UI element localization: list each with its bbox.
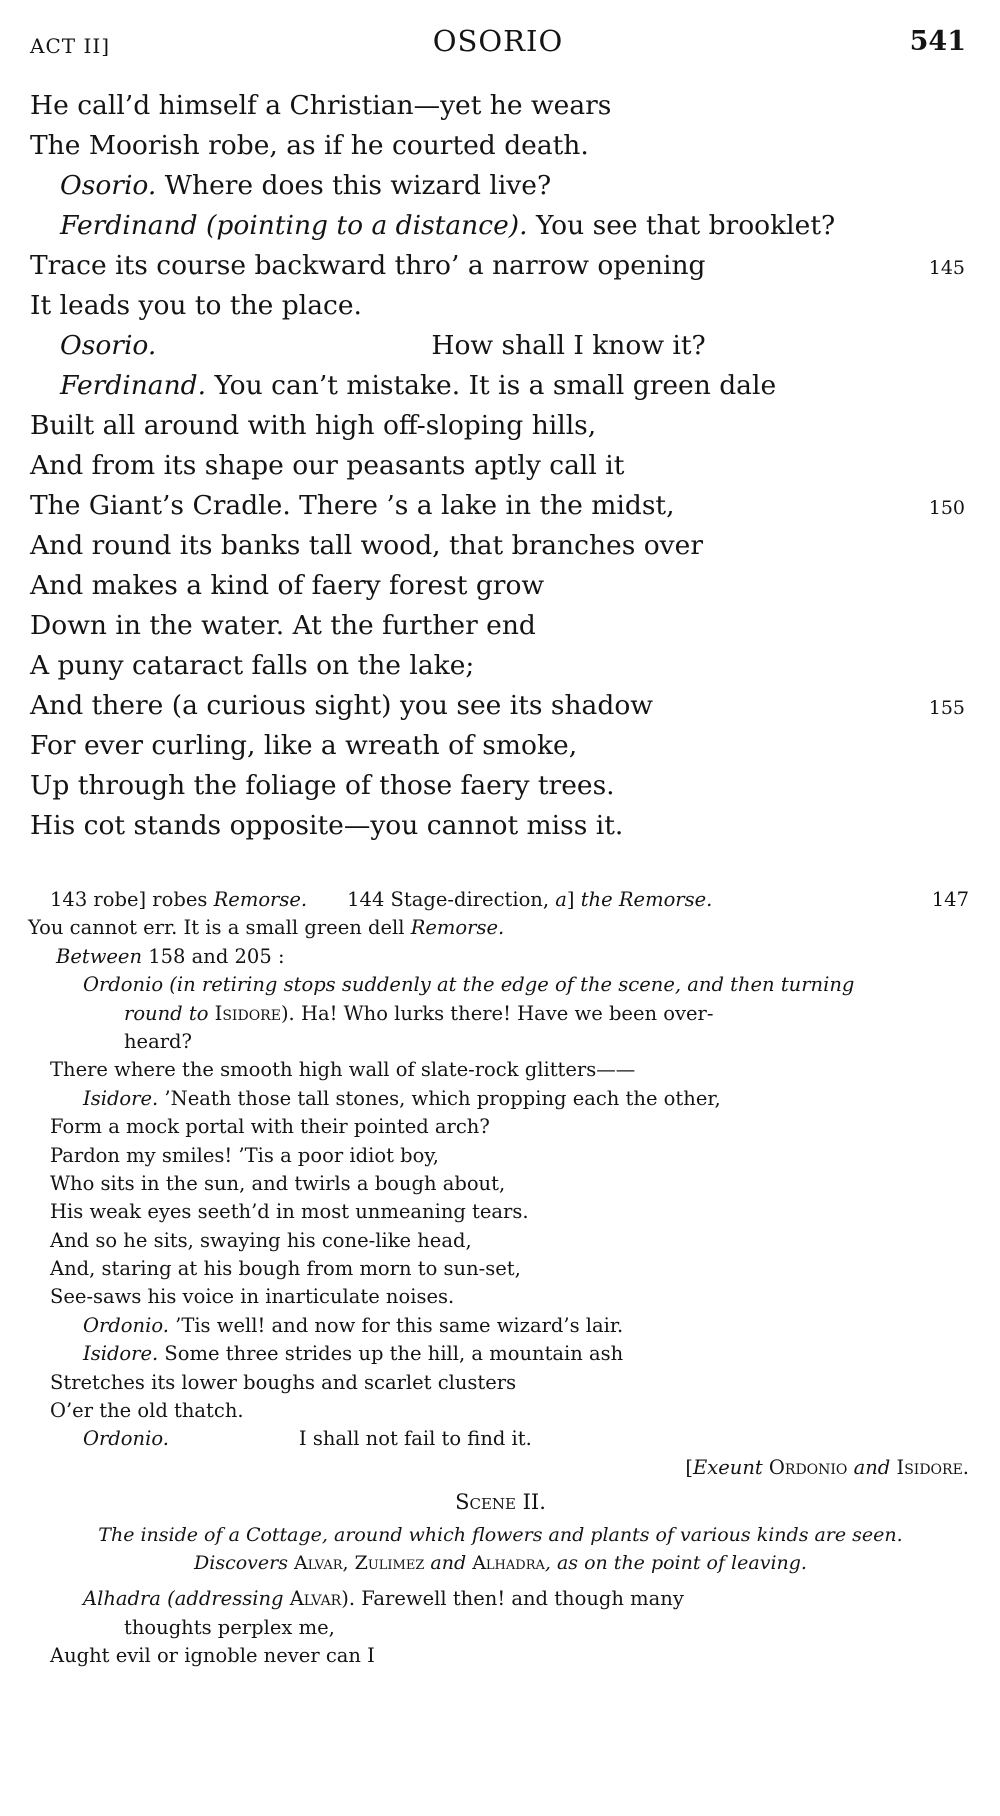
note-line: Pardon my smiles! ’Tis a poor idiot boy, xyxy=(50,1143,439,1167)
note-line: Stretches its lower boughs and scarlet clusters xyxy=(50,1370,517,1394)
verse-line: Osorio. How shall I know it? xyxy=(60,330,706,361)
scene-discovers: Discovers Alvar, Zulimez and Alhadra, as on the point of leaving. xyxy=(194,1551,807,1574)
stage-direction: (in retiring stops suddenly at the edge of the scene, and then turning xyxy=(163,973,855,997)
speaker-name: Isidore. xyxy=(83,1342,159,1366)
verse-line: His cot stands opposite—you cannot miss it. xyxy=(30,810,624,841)
line-number: 155 xyxy=(928,697,965,719)
verse-line: Built all around with high off-sloping hills, xyxy=(30,410,597,441)
scene-heading: Scene II. xyxy=(455,1490,546,1515)
note-line: thoughts perplex me, xyxy=(124,1615,335,1639)
page-title: OSORIO xyxy=(432,24,564,58)
act-label: ACT II] xyxy=(30,34,111,58)
speaker-name: Ordonio. xyxy=(83,1427,169,1451)
scene-setting: The inside of a Cottage, around which flowers and plants of various kinds are seen. xyxy=(98,1523,903,1546)
speaker-name: Osorio. xyxy=(60,330,157,361)
verse-line: Up through the foliage of those faery trees. xyxy=(30,770,615,801)
verse-line: And round its banks tall wood, that branches over xyxy=(30,530,703,561)
verse-line: It leads you to the place. xyxy=(30,290,362,321)
note-line: His weak eyes seeth’d in most unmeaning tears. xyxy=(50,1200,529,1224)
textual-notes xyxy=(28,886,973,1671)
verse-line: Ferdinand (pointing to a distance). You see that brooklet? xyxy=(60,210,836,241)
note-line: heard? xyxy=(124,1029,192,1053)
verse-line: And there (a curious sight) you see its shadow 155 xyxy=(30,686,970,726)
note-line: Isidore. ’Neath those tall stones, which propping each the other, xyxy=(83,1086,721,1110)
line-number: 145 xyxy=(928,257,965,279)
speaker-name: Isidore. xyxy=(83,1086,159,1110)
verse-line: Down in the water. At the further end xyxy=(30,610,536,641)
note-line: Ordonio. ’Tis well! and now for this same wizard’s lair. xyxy=(83,1313,624,1337)
note-line: You cannot err. It is a small green dell Remorse. xyxy=(28,916,505,940)
verse-line: The Moorish robe, as if he courted death. xyxy=(30,130,589,161)
verse-line: Ferdinand. You can’t mistake. It is a small green dale xyxy=(60,370,777,401)
note-line: And so he sits, swaying his cone-like head, xyxy=(50,1228,472,1252)
speaker-name: Ordonio xyxy=(83,973,164,997)
note-line: Isidore. Some three strides up the hill, a mountain ash xyxy=(83,1342,624,1366)
running-header xyxy=(30,24,966,64)
note-line: Alhadra (addressing Alvar). Farewell then! and though many xyxy=(83,1587,684,1611)
note-line xyxy=(28,971,973,999)
verse-line: The Giant’s Cradle. There ’s a lake in the midst, 150 xyxy=(30,486,970,526)
note-line: And, staring at his bough from morn to sun-set, xyxy=(50,1257,521,1281)
note-line: 143 robe] robes Remorse. 144 Stage-direction, a] the Remorse. 147 xyxy=(28,886,973,914)
verse-line: A puny cataract falls on the lake; xyxy=(30,650,475,681)
verse-line: He call’d himself a Christian—yet he wears xyxy=(30,90,612,121)
note-line: See-saws his voice in inarticulate noises. xyxy=(50,1285,455,1309)
verse-line: For ever curling, like a wreath of smoke, xyxy=(30,730,578,761)
note-line: Form a mock portal with their pointed arch? xyxy=(50,1115,490,1139)
speaker-name: Osorio. xyxy=(60,170,157,201)
speaker-name: Ferdinand. xyxy=(60,370,207,401)
note-line: Between 158 and 205 : xyxy=(56,944,285,968)
page-number: 541 xyxy=(909,26,966,57)
note-line: Ordonio. I shall not fail to find it. xyxy=(83,1427,532,1451)
line-number: 150 xyxy=(928,497,965,519)
note-line: O’er the old thatch. xyxy=(50,1399,244,1423)
verse-line: And makes a kind of faery forest grow xyxy=(30,570,545,601)
note-line: Who sits in the sun, and twirls a bough about, xyxy=(50,1171,506,1195)
verse-line: Trace its course backward thro’ a narrow opening 145 xyxy=(30,246,970,286)
speaker-name: Ferdinand xyxy=(60,210,198,241)
speaker-name: Ordonio. xyxy=(83,1313,169,1337)
stage-direction: (pointing to a distance). xyxy=(197,210,528,241)
note-line: There where the smooth high wall of slate-rock glitters—— xyxy=(50,1058,636,1082)
note-line: round to Isidore). Ha! Who lurks there! Have we been over- xyxy=(124,1001,714,1025)
verse-text xyxy=(30,86,970,846)
speaker-name: Alhadra xyxy=(83,1587,161,1611)
verse-line: Osorio. Where does this wizard live? xyxy=(60,170,552,201)
verse-line: And from its shape our peasants aptly call it xyxy=(30,450,625,481)
exit-direction: [Exeunt Ordonio and Isidore. xyxy=(685,1455,969,1479)
note-line-number: 147 xyxy=(931,888,969,911)
note-line: Aught evil or ignoble never can I xyxy=(50,1644,375,1668)
